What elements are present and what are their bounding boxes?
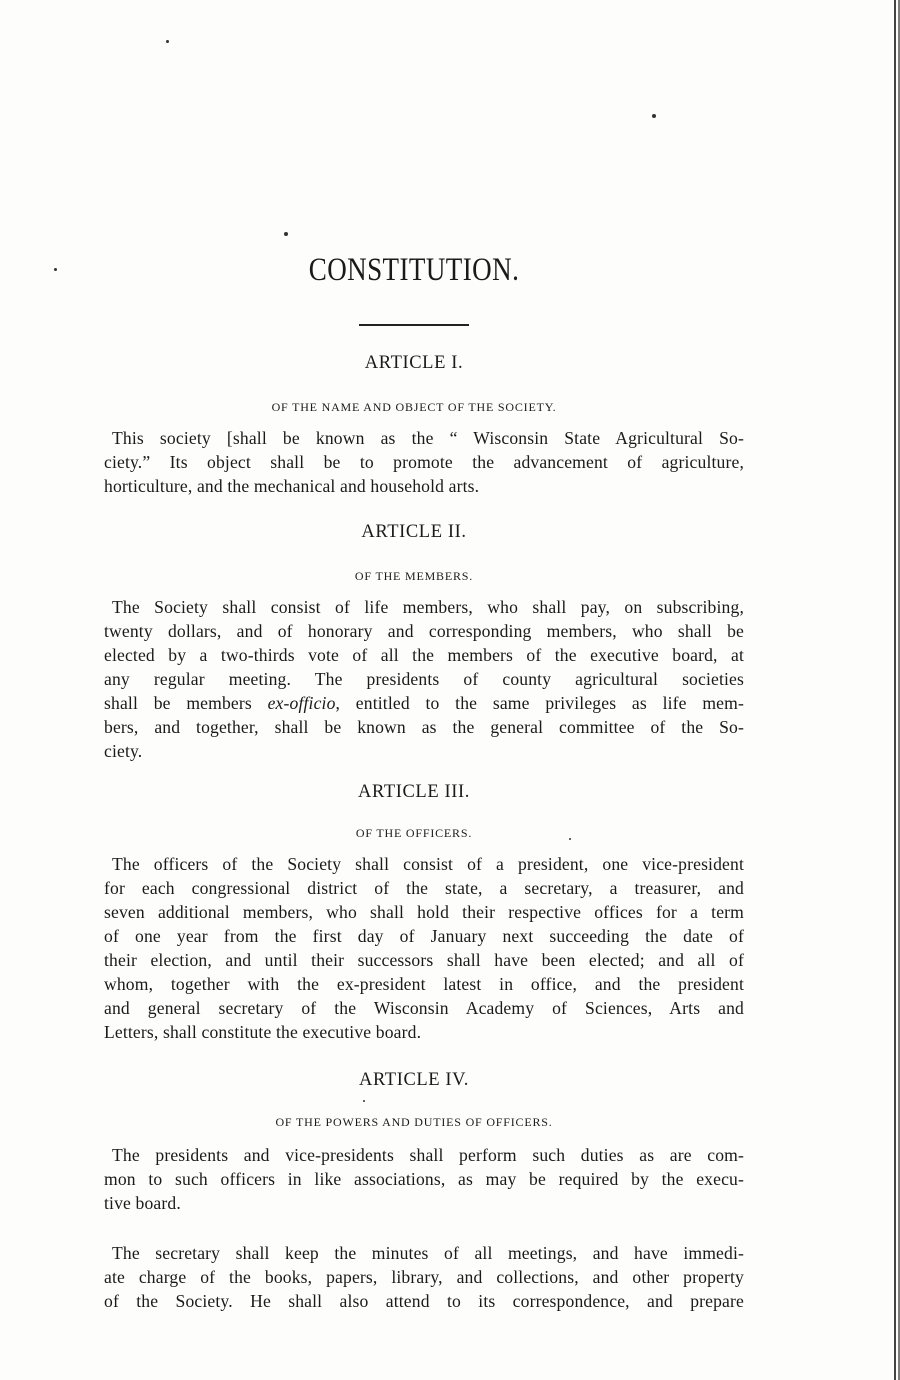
article-4-heading: ARTICLE IV. [359, 1070, 469, 1090]
article-2-paragraph [104, 595, 744, 763]
text-line: any regular meeting. The presidents of county agricultural societies [104, 669, 744, 689]
ink-speck [166, 40, 169, 43]
ink-speck [363, 1100, 365, 1102]
article-3-paragraph [104, 852, 744, 1044]
text-line: mon to such officers in like associations, as may be required by the execu- [104, 1169, 744, 1189]
text-line: ciety. [104, 741, 143, 761]
text-line: of one year from the first day of January next succeeding the date of [104, 926, 744, 946]
text-line: whom, together with the ex-president latest in office, and the president [104, 974, 744, 994]
text-line: for each congressional district of the state, a secretary, a treasurer, and [104, 878, 744, 898]
text-line: seven additional members, who shall hold their respective offices for a term [104, 902, 744, 922]
text-line: This society [shall be known as the “ Wisconsin State Agricultural So- [112, 428, 744, 448]
title-divider [359, 324, 469, 326]
article-4-paragraph-1 [104, 1143, 744, 1215]
ink-speck [284, 232, 288, 236]
text-line: horticulture, and the mechanical and household arts. [104, 476, 480, 496]
page-edge-line [894, 0, 896, 1380]
page-title: CONSTITUTION. [308, 252, 520, 288]
ink-speck [652, 114, 656, 118]
text-line: their election, and until their successors shall have been elected; and all of [104, 950, 744, 970]
text-line: twenty dollars, and of honorary and corresponding members, who shall be [104, 621, 744, 641]
ink-speck [54, 268, 57, 271]
article-3-heading: ARTICLE III. [358, 782, 470, 802]
article-4-paragraph-2 [104, 1241, 744, 1313]
article-1-subheading: OF THE NAME AND OBJECT OF THE SOCIETY. [271, 400, 557, 414]
text-line: and general secretary of the Wisconsin Academy of Sciences, Arts and [104, 998, 744, 1018]
text-line: The secretary shall keep the minutes of all meetings, and have immedi- [112, 1243, 744, 1263]
article-4-subheading: OF THE POWERS AND DUTIES OF OFFICERS. [275, 1115, 553, 1129]
text-line: The officers of the Society shall consist of a president, one vice-president [112, 854, 744, 874]
text-line: ciety.” Its object shall be to promote the advancement of agriculture, [104, 452, 744, 472]
text-line: elected by a two-thirds vote of all the members of the executive board, at [104, 645, 744, 665]
article-1-paragraph [104, 426, 744, 498]
article-2-subheading: OF THE MEMBERS. [354, 569, 474, 583]
text-line: Letters, shall constitute the executive board. [104, 1022, 422, 1042]
article-2-heading: ARTICLE II. [361, 522, 467, 542]
text-line: ate charge of the books, papers, library, and collections, and other property [104, 1267, 744, 1287]
article-3-subheading: OF THE OFFICERS. [355, 826, 473, 840]
text-line: shall be members ex-officio, entitled to the same privileges as life mem- [104, 693, 744, 713]
article-1-heading: ARTICLE I. [364, 353, 464, 373]
text-line: bers, and together, shall be known as the general committee of the So- [104, 717, 744, 737]
text-line: The Society shall consist of life members, who shall pay, on subscribing, [112, 597, 744, 617]
text-line: tive board. [104, 1193, 181, 1213]
text-line: of the Society. He shall also attend to its correspondence, and prepare [104, 1291, 744, 1311]
italic-term: ex-officio [267, 693, 336, 713]
text-line: The presidents and vice-presidents shall perform such duties as are com- [112, 1145, 744, 1165]
